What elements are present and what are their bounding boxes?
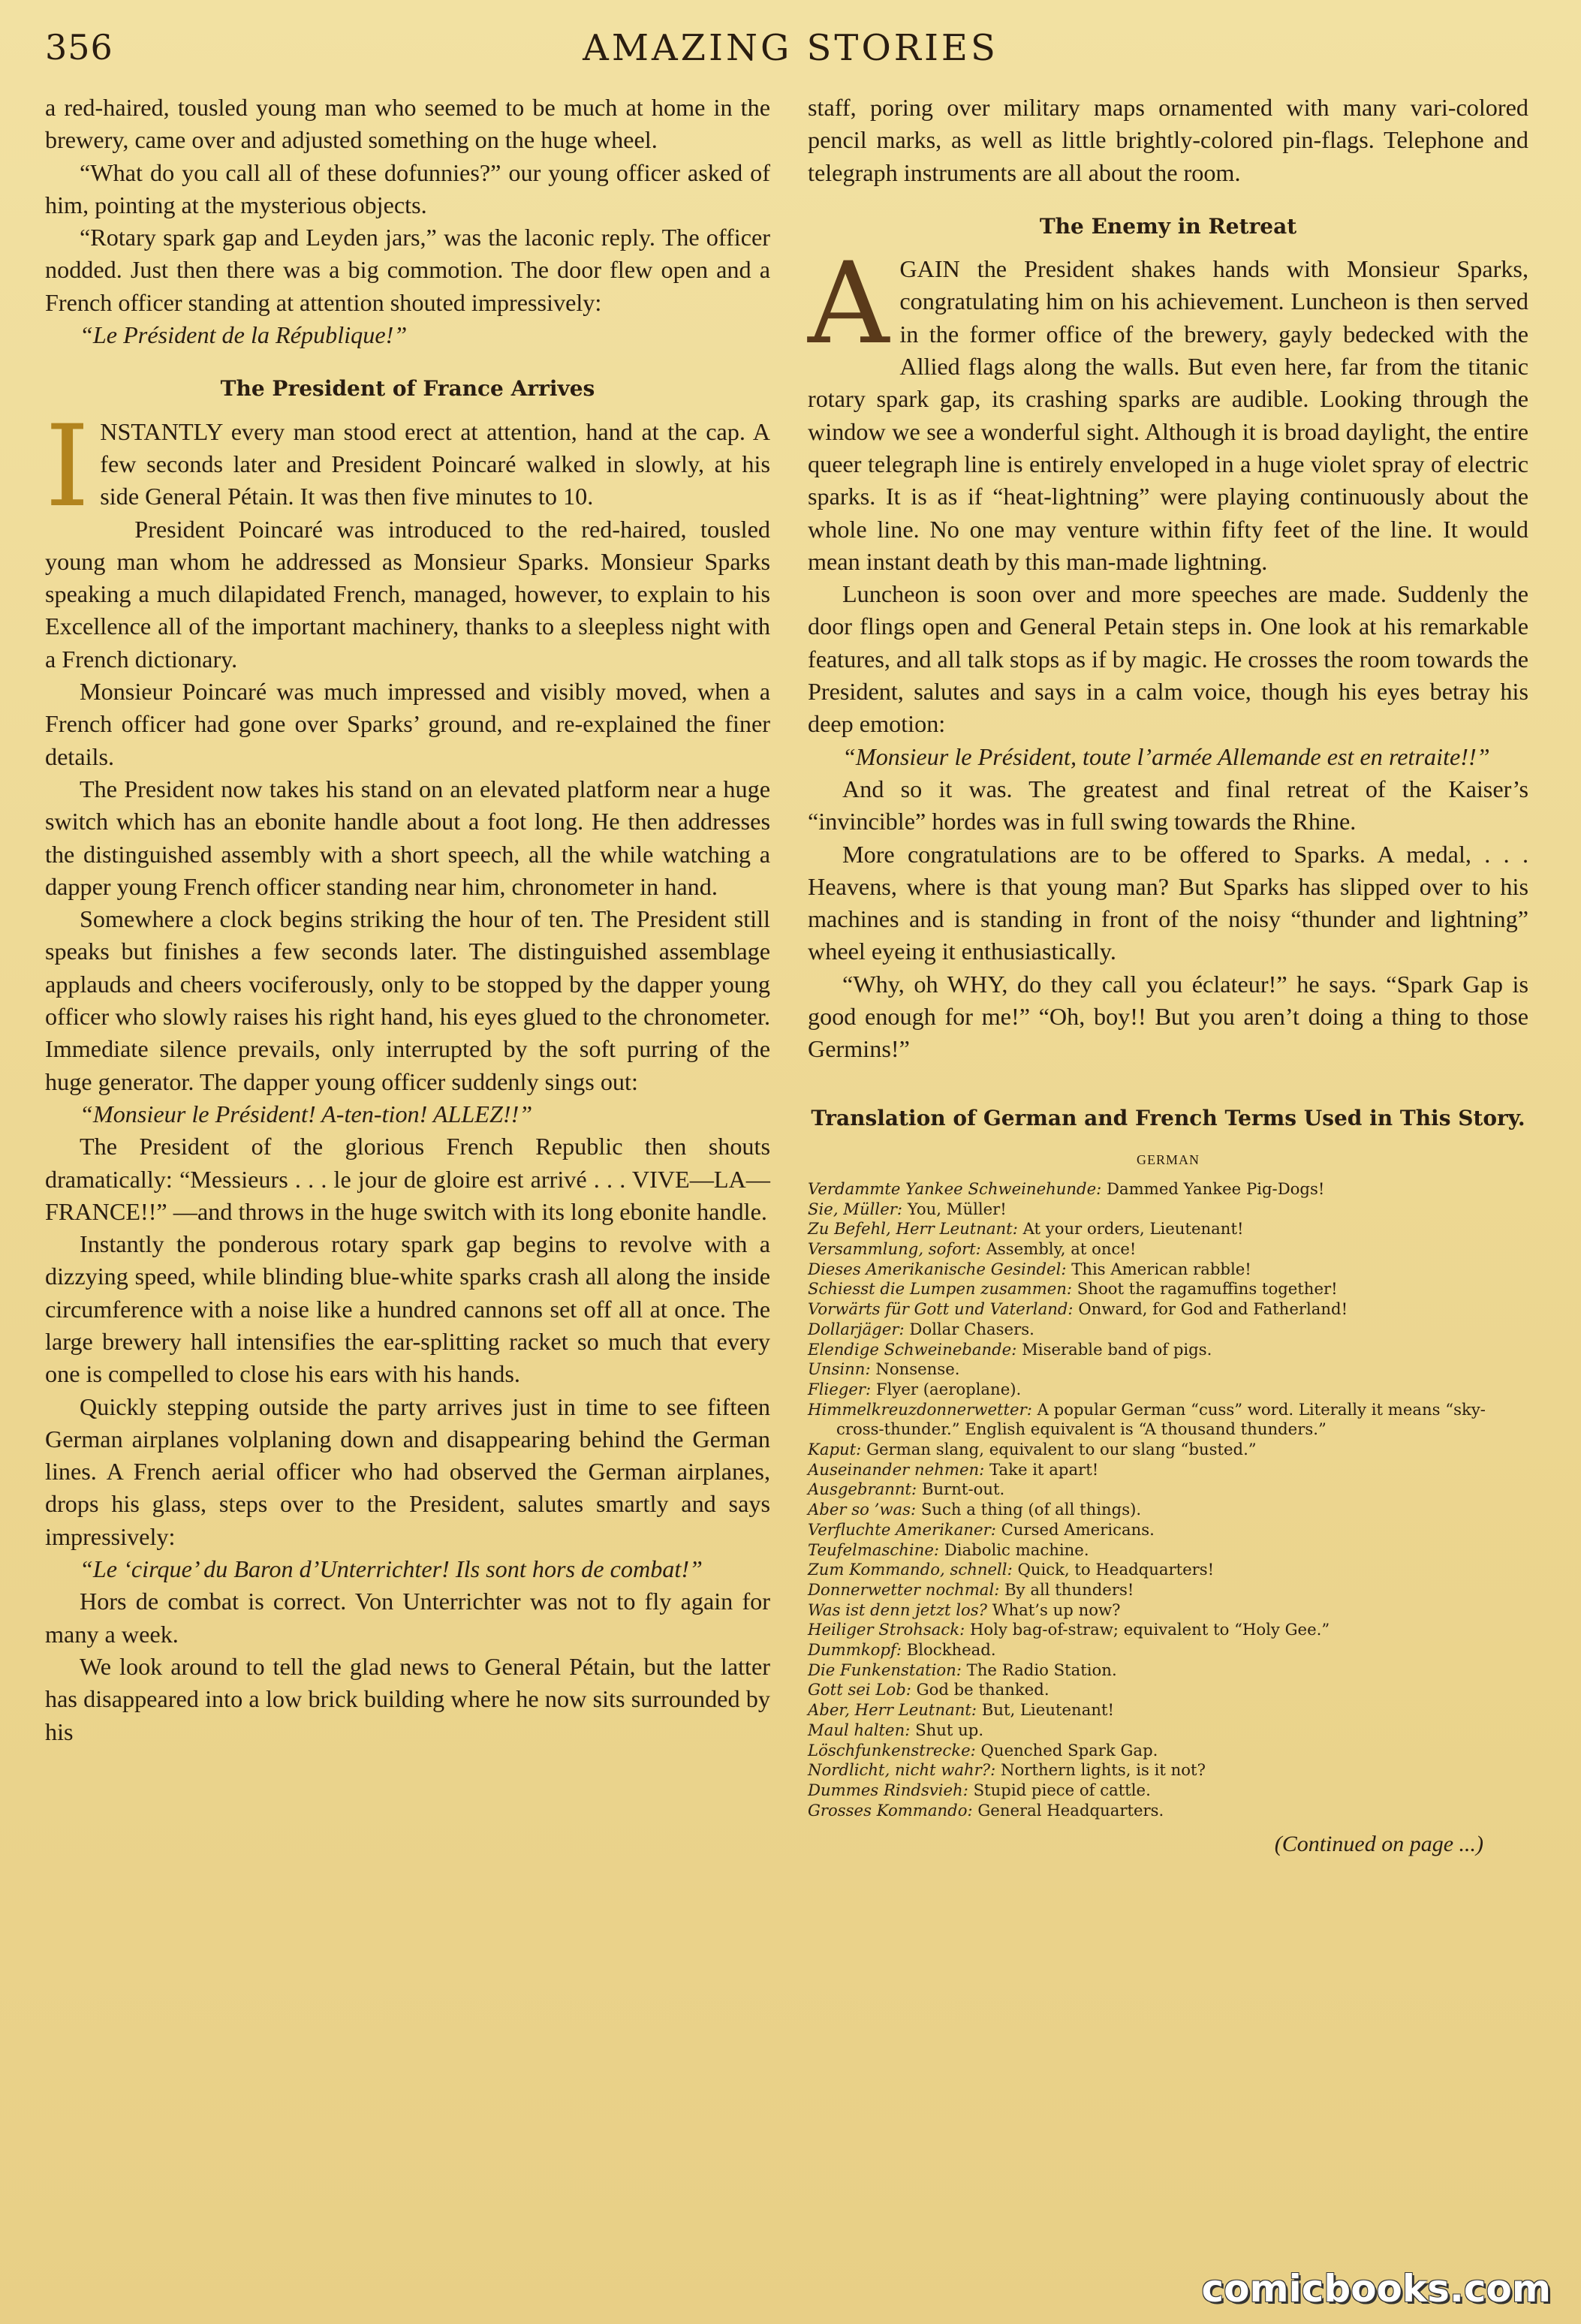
glossary-entry — [808, 1480, 1528, 1500]
glossary-definition: What’s up now? — [987, 1600, 1121, 1619]
glossary-definition: Stupid piece of cattle. — [968, 1781, 1151, 1799]
glossary-definition: God be thanked. — [911, 1680, 1049, 1699]
glossary-definition: Nonsense. — [870, 1359, 960, 1379]
glossary-entry — [808, 1660, 1528, 1681]
glossary-definition: At your orders, Lieutenant! — [1017, 1219, 1244, 1239]
glossary-entry — [808, 1279, 1528, 1299]
glossary-term: Elendige Schweinebande: — [808, 1339, 1017, 1359]
glossary-definition: Miserable band of pigs. — [1016, 1339, 1212, 1359]
glossary-entry — [808, 1760, 1528, 1781]
glossary-definition: German slang, equivalent to our slang “busted.” — [861, 1440, 1257, 1459]
glossary-term: Unsinn: — [808, 1359, 871, 1379]
paragraph: President Poincaré was introduced to the red-haired, tousled young man whom he addressed as Monsieur Sparks. Monsieur Sparks speaking a much dilapidated French, managed, however, to explain to his Excellence all of the important machinery, thanks to a sleepless night with a French dictionary. — [45, 515, 770, 673]
glossary-entry — [808, 1400, 1528, 1440]
glossary-definition: Quick, to Headquarters! — [1012, 1560, 1215, 1579]
glossary-entry — [808, 1179, 1528, 1200]
paragraph-quote: “Monsieur le Président, toute l’armée Allemande est en retraite!!” — [842, 742, 1490, 770]
glossary-entry — [808, 1700, 1528, 1720]
glossary-entry — [808, 1540, 1528, 1561]
paragraph: Instantly the ponderous rotary spark gap begins to revolve with a dizzying speed, while blinding blue-white sparks crash all along the inside circumference with a noise like a hundred cannons set off all at once. The large brewery hall intensifies the ear-splitting racket so much that every one is compelled to close his ears with his hands. — [45, 1230, 770, 1388]
paragraph: a red-haired, tousled young man who seemed to be much at home in the brewery, came over and adjusted something on the huge wheel. — [45, 94, 770, 154]
dropcap-paragraph — [45, 401, 770, 532]
paragraph: staff, poring over military maps ornamented with many vari-colored pencil marks, as well as little brightly-colored pin-flags. Telephone and telegraph instruments are all about the room. — [808, 94, 1528, 186]
paragraph: Quickly stepping outside the party arrives just in time to see fifteen German airplanes volplaning down and disappearing behind the German lines. A French aerial officer who had observed the German airplanes, drops his glass, steps over to the President, salutes smartly and says impressively: — [45, 1392, 770, 1550]
glossary-entry — [808, 1380, 1528, 1400]
glossary-term: Versammlung, sofort: — [808, 1239, 981, 1259]
glossary-definition: Such a thing (of all things). — [916, 1500, 1142, 1519]
glossary-definition: Dollar Chasers. — [904, 1319, 1034, 1338]
paragraph: Luncheon is soon over and more speeches are made. Suddenly the door flings open and General Petain steps in. One look at his remarkable features, and all talk stops as if by magic. He crosses the room towards the President, salutes and says in a calm voice, though his eyes betray his deep emotion: — [808, 580, 1528, 738]
paragraph-text: GAIN the President shakes hands with Monsieur Sparks, congratulating him on his achievement. Luncheon is then served in the former office of the brewery, gayly bedecked with the Allied flags along the walls. But even here, far from the titanic rotary spark gap, its crashing sparks are audible. Looking through the window we see a wonderful sight. Although it is broad daylight, the entire queer telegraph line is entirely enveloped in a huge violet spray of electric sparks. It is as if “heat-lightning” were playing continuously about the whole line. No one may venture within fifty feet of the line. It would mean instant death by this man-made lightning. — [808, 255, 1528, 575]
glossary-term: Gott sei Lob: — [808, 1680, 911, 1699]
glossary-term: Teufelmaschine: — [808, 1540, 940, 1559]
glossary-definition: Shoot the ragamuffins together! — [1072, 1279, 1338, 1299]
glossary-definition: Onward, for God and Fatherland! — [1073, 1299, 1348, 1319]
glossary-term: Zum Kommando, schnell: — [808, 1560, 1013, 1579]
watermark-logo: comicbooks.com — [1201, 2267, 1551, 2310]
glossary-entry — [808, 1460, 1528, 1480]
glossary-definition: You, Müller! — [902, 1199, 1007, 1218]
glossary-entry — [808, 1720, 1528, 1741]
glossary-definition: Holy bag-of-straw; equivalent to “Holy Gee.” — [965, 1620, 1330, 1639]
glossary-definition: Blockhead. — [901, 1640, 996, 1660]
glossary-definition: Northern lights, is it not? — [995, 1760, 1206, 1780]
glossary-entry — [808, 1239, 1528, 1260]
glossary-entry — [808, 1620, 1528, 1640]
paragraph: Somewhere a clock begins striking the hour of ten. The President still speaks but finishes a few seconds later. The distinguished assemblage applauds and cheers vociferously, only to be stopped by the dapper young officer who slowly raises his right hand, his eyes glued to the chronometer. Immediate silence prevails, only interrupted by the soft purring of the huge generator. The dapper young officer suddenly sings out: — [45, 905, 770, 1095]
glossary-definition: This American rabble! — [1066, 1259, 1251, 1278]
glossary-definition: Dammed Yankee Pig-Dogs! — [1101, 1179, 1325, 1198]
glossary-term: Zu Befehl, Herr Leutnant: — [808, 1219, 1018, 1239]
paragraph: We look around to tell the glad news to General Pétain, but the latter has disappeared into a low brick building where he now sits surrounded by his — [45, 1652, 770, 1745]
glossary-term: Die Funkenstation: — [808, 1660, 962, 1679]
glossary-entry — [808, 1781, 1528, 1801]
paragraph: “Rotary spark gap and Leyden jars,” was the laconic reply. The officer nodded. Just then there was a big commotion. The door flew open and a French officer standing at attention shouted impressively: — [45, 224, 770, 316]
glossary-term: Dummkopf: — [808, 1640, 902, 1660]
glossary-definition: Take it apart! — [984, 1459, 1099, 1479]
translation-title: Translation of German and French Terms Used in This Story. — [811, 1105, 1525, 1130]
glossary-entry — [808, 1640, 1528, 1660]
glossary-term: Dummes Rindsvieh: — [808, 1781, 968, 1799]
glossary-term: Sie, Müller: — [808, 1199, 902, 1218]
glossary-definition: By all thunders! — [999, 1579, 1134, 1599]
page-header — [45, 27, 1536, 80]
paragraph: And so it was. The greatest and final retreat of the Kaiser’s “invincible” hordes was in full swing towards the Rhine. — [808, 775, 1528, 835]
glossary-definition: Diabolic machine. — [939, 1540, 1089, 1559]
glossary-term: Auseinander nehmen: — [808, 1459, 985, 1479]
glossary-definition: Cursed Americans. — [995, 1519, 1155, 1539]
glossary-term: Löschfunkenstrecke: — [808, 1740, 976, 1760]
glossary-term: Donnerwetter nochmal: — [808, 1579, 1000, 1599]
glossary-definition: Flyer (aeroplane). — [871, 1379, 1022, 1398]
translation-subheading: GERMAN — [1136, 1151, 1200, 1167]
dropcap-letter: I — [45, 401, 90, 532]
glossary-term: Grosses Kommando: — [808, 1800, 973, 1820]
section-heading: The Enemy in Retreat — [1039, 213, 1297, 239]
glossary-term: Kaput: — [808, 1440, 862, 1459]
paragraph-text: NSTANTLY every man stood erect at attention, hand at the cap. A few seconds later and President Poincaré walked in slowly, at his side General Pétain. It was then five minutes to 10. — [100, 417, 770, 510]
glossary-term: Himmelkreuzdonnerwetter: — [808, 1399, 1032, 1419]
paragraph: “What do you call all of these dofunnies?” our young officer asked of him, pointing at the mysterious objects. — [45, 158, 770, 218]
glossary-term: Dollarjäger: — [808, 1319, 905, 1338]
paragraph: More congratulations are to be offered to Sparks. A medal, . . . Heavens, where is that young man? But Sparks has slipped over to his machines and is standing in front of the noisy “thunder and lightning” wheel eyeing it enthusiastically. — [808, 840, 1528, 965]
glossary-term: Verfluchte Amerikaner: — [808, 1519, 996, 1539]
glossary-entry — [808, 1500, 1528, 1520]
glossary-term: Ausgebrannt: — [808, 1480, 917, 1499]
glossary-entry — [808, 1359, 1528, 1380]
paragraph-quote: “Le ‘cirque’ du Baron d’Unterrichter! Ils sont hors de combat!” — [80, 1555, 703, 1583]
glossary-entry — [808, 1340, 1528, 1360]
glossary-entry — [808, 1600, 1528, 1621]
glossary-term: Nordlicht, nicht wahr?: — [808, 1760, 996, 1780]
page-number: 356 — [45, 27, 113, 68]
paragraph: The President of the glorious French Republic then shouts dramatically: “Messieurs . . . le jour de gloire est arrivé . . . VIVE—LA—FRANCE!!” —and throws in the huge switch with its long ebonite handle. — [45, 1133, 770, 1225]
paragraph-quote: “Monsieur le Président! A-ten-tion! ALLEZ!!” — [80, 1100, 533, 1127]
glossary-definition: Shut up. — [910, 1720, 984, 1739]
magazine-title: AMAZING STORIES — [583, 27, 998, 69]
dropcap-letter: A — [808, 239, 890, 370]
paragraph: The President now takes his stand on an elevated platform near a huge switch which has an ebonite handle about a foot long. He then addresses the distinguished assembly with a short speech, all the while watching a dapper young French officer standing near him, chronometer in hand. — [45, 775, 770, 900]
glossary-definition: Burnt-out. — [917, 1480, 1005, 1499]
glossary-entry — [808, 1680, 1528, 1700]
glossary-term: Schiesst die Lumpen zusammen: — [808, 1279, 1073, 1299]
glossary-definition: The Radio Station. — [961, 1660, 1117, 1679]
left-column — [45, 92, 770, 1748]
glossary-term: Aber so ’was: — [808, 1500, 917, 1519]
glossary-term: Maul halten: — [808, 1720, 911, 1739]
continued-note: (Continued on page ...) — [1274, 1832, 1483, 1857]
glossary-entry — [808, 1560, 1528, 1580]
glossary-entry — [808, 1219, 1528, 1239]
glossary-term: Flieger: — [808, 1379, 872, 1398]
glossary-term: Heiliger Strohsack: — [808, 1620, 965, 1639]
glossary-definition: Assembly, at once! — [980, 1239, 1137, 1259]
glossary-entry — [808, 1580, 1528, 1600]
glossary-definition: A popular German “cuss” word. Literally it means “sky-cross-thunder.” English equivalent is “A thousand thunders.” — [836, 1399, 1486, 1439]
glossary-entry — [808, 1260, 1528, 1280]
paragraph: Monsieur Poincaré was much impressed and visibly moved, when a French officer had gone over Sparks’ ground, and re-explained the finer details. — [45, 678, 770, 770]
paragraph-quote: “Le Président de la République!” — [80, 321, 408, 349]
glossary-entry — [808, 1801, 1528, 1821]
glossary-entry — [808, 1299, 1528, 1320]
glossary-term: Vorwärts für Gott und Vaterland: — [808, 1299, 1074, 1319]
section-heading: The President of France Arrives — [220, 376, 595, 402]
paragraph: “Why, oh WHY, do they call you éclateur!” he says. “Spark Gap is good enough for me!” “Oh, boy!! But you aren’t doing a thing to those Germins!” — [808, 970, 1528, 1063]
glossary-definition: Quenched Spark Gap. — [975, 1740, 1158, 1760]
glossary-entry — [808, 1520, 1528, 1540]
paragraph: Hors de combat is correct. Von Unterrichter was not to fly again for many a week. — [45, 1588, 770, 1648]
glossary-term: Verdammte Yankee Schweinehunde: — [808, 1179, 1102, 1198]
glossary-term: Dieses Amerikanische Gesindel: — [808, 1259, 1067, 1278]
dropcap-paragraph — [808, 239, 1528, 578]
glossary-definition: General Headquarters. — [972, 1800, 1164, 1820]
glossary-definition: But, Lieutenant! — [977, 1700, 1115, 1720]
glossary-entry — [808, 1200, 1528, 1220]
glossary-term: Was ist denn jetzt los? — [808, 1600, 987, 1619]
glossary-entry — [808, 1320, 1528, 1340]
glossary-list — [808, 1179, 1528, 1821]
glossary-entry — [808, 1440, 1528, 1460]
right-column — [808, 92, 1528, 1861]
glossary-entry — [808, 1741, 1528, 1761]
glossary-term: Aber, Herr Leutnant: — [808, 1700, 977, 1720]
